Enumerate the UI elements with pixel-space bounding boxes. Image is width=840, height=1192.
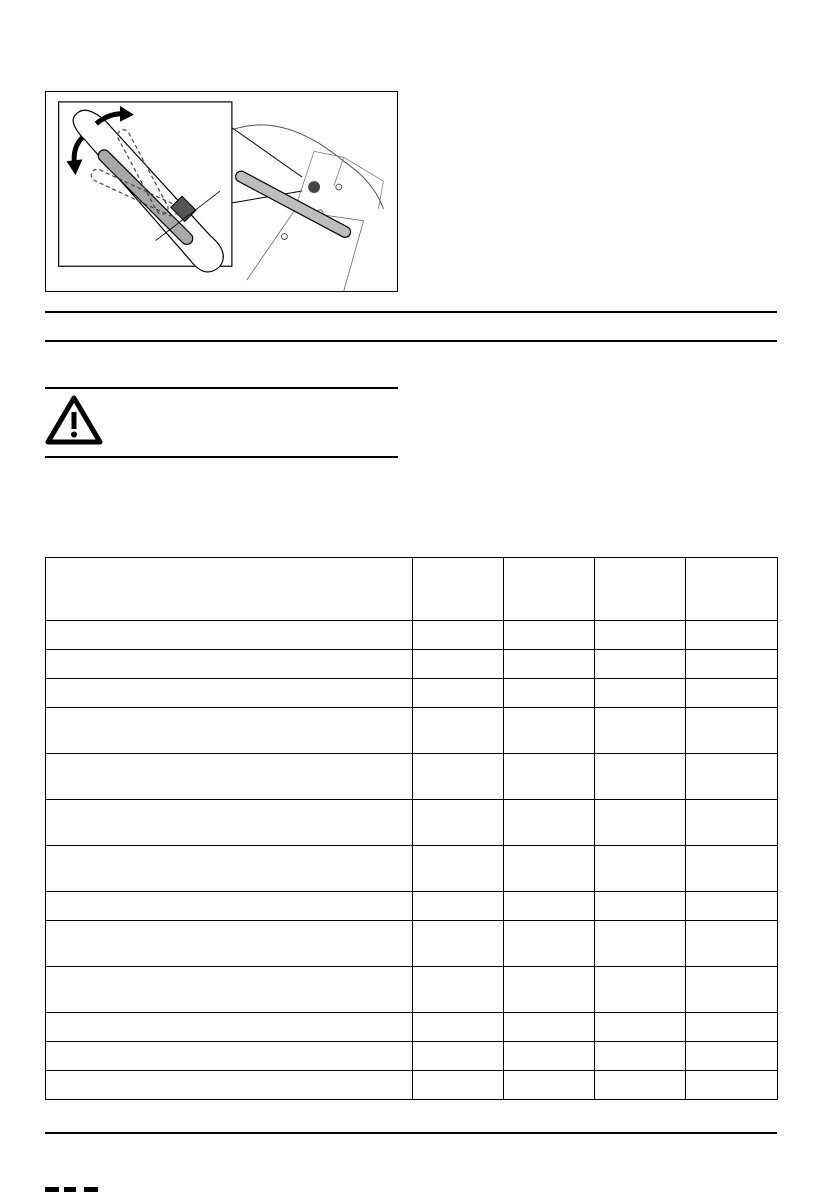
table-cell [46,650,413,679]
table-cell [46,708,413,754]
table-cell [413,1013,504,1042]
table-cell [595,1013,686,1042]
table-header-cell [686,558,778,621]
table-cell [504,754,595,800]
table-cell [46,921,413,967]
footer-mark [64,1187,76,1192]
table-cell [504,650,595,679]
footer-mark [45,1187,59,1192]
table-row [46,967,778,1013]
table-row [46,1013,778,1042]
table-cell [504,846,595,892]
table-cell [504,967,595,1013]
table-row [46,708,778,754]
table-cell [504,921,595,967]
spec-table [45,557,778,1100]
handle-lever-icon [46,92,397,291]
table-cell [686,1013,778,1042]
table-cell [46,800,413,846]
table-cell [413,921,504,967]
section-rule-top [45,311,777,313]
table-cell [413,708,504,754]
table-cell [595,921,686,967]
table-cell [595,967,686,1013]
table-cell [504,1042,595,1071]
table-cell [46,846,413,892]
table-cell [595,1042,686,1071]
table-cell [686,754,778,800]
table-row [46,621,778,650]
handle-adjustment-illustration [45,91,398,292]
table-cell [686,650,778,679]
table-header-cell [595,558,686,621]
warning-rule-top [45,387,398,389]
table-cell [595,679,686,708]
warning-rule-bottom [45,456,398,458]
table-header-cell [413,558,504,621]
table-cell [46,892,413,921]
table-cell [413,846,504,892]
table-cell [595,708,686,754]
table-cell [46,621,413,650]
table-cell [595,754,686,800]
table-cell [686,1071,778,1100]
table-cell [413,967,504,1013]
table-row [46,1042,778,1071]
table-cell [686,892,778,921]
table-cell [686,800,778,846]
footer-mark [84,1187,98,1192]
table-cell [595,800,686,846]
table-row [46,892,778,921]
table-row [46,754,778,800]
table-header-row [46,558,778,621]
table-cell [413,1042,504,1071]
table-row [46,1071,778,1100]
table-row [46,650,778,679]
table-cell [504,708,595,754]
table-cell [46,1013,413,1042]
table-cell [46,1071,413,1100]
table-cell [413,679,504,708]
table-cell [686,967,778,1013]
table-cell [686,708,778,754]
table-cell [595,892,686,921]
table-cell [595,621,686,650]
section-rule-bottom [45,340,777,342]
table-cell [504,621,595,650]
table-cell [413,754,504,800]
table-cell [46,679,413,708]
table-cell [686,679,778,708]
table-cell [686,621,778,650]
table-row [46,921,778,967]
table-cell [46,754,413,800]
table-cell [595,650,686,679]
table-cell [46,1042,413,1071]
table-cell [413,650,504,679]
table-cell [413,621,504,650]
table-cell [504,679,595,708]
table-row [46,679,778,708]
table-cell [686,1042,778,1071]
table-row [46,800,778,846]
table-cell [413,1071,504,1100]
table-cell [413,892,504,921]
table-cell [413,800,504,846]
table-cell [46,967,413,1013]
table-cell [686,846,778,892]
table-header-cell [504,558,595,621]
warning-triangle-icon [45,395,103,445]
table-cell [504,800,595,846]
table-cell [504,1013,595,1042]
table-cell [686,921,778,967]
table-cell [504,892,595,921]
table-row [46,846,778,892]
footer-rule [45,1132,777,1134]
table-cell [504,1071,595,1100]
table-cell [595,846,686,892]
table-header-cell [46,558,413,621]
table-cell [595,1071,686,1100]
